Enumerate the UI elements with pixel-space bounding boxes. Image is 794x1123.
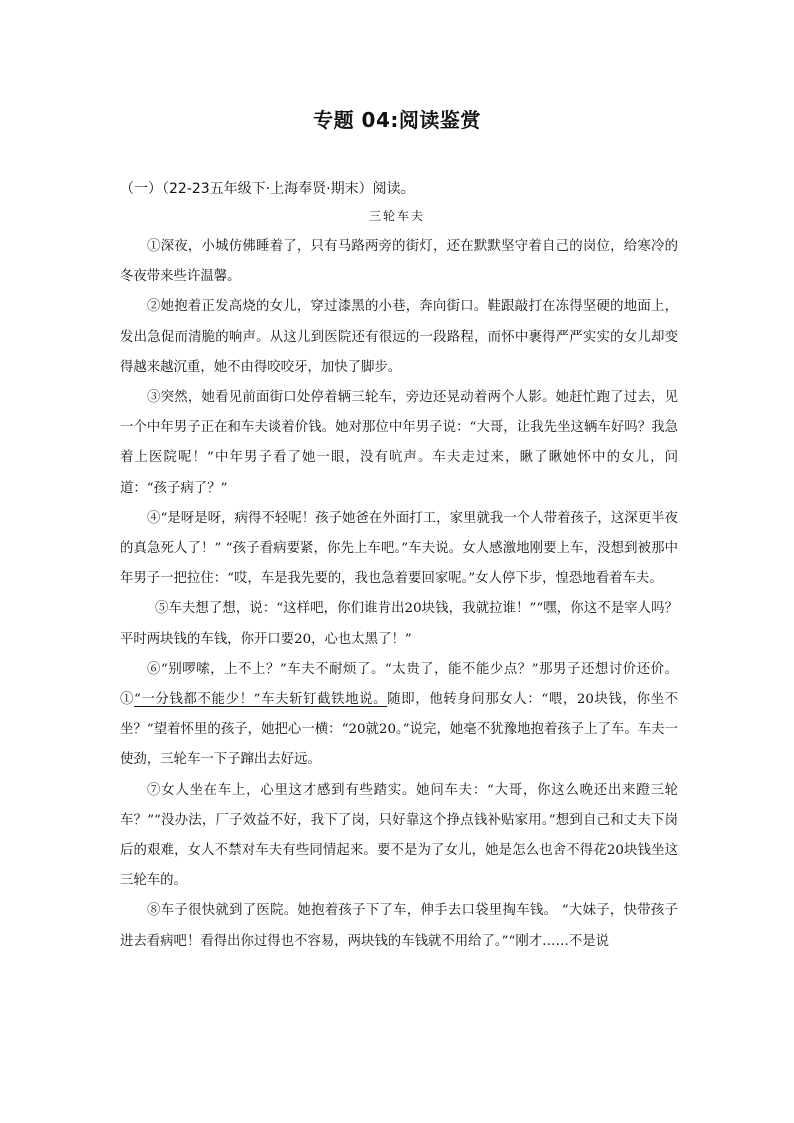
story-title: 三轮车夫: [368, 209, 425, 223]
paragraph-6-lead: ⑥“别啰嗦，上不上？”车夫不耐烦了。“太贵了，能不能少点？”那男子还想讨价还价。①: [120, 661, 678, 708]
paragraph-3: ③突然，她看见前面街口处停着辆三轮车，旁边还晃动着两个人影。她赶忙跑了过去，见一个中年男子正在和车夫谈着价钱。她对那位中年男子说：“大哥，让我先坐这辆车好吗？我急着上医院呢！”中年男子看了她一眼，没有吭声。车夫走过来，瞅了瞅她怀中的女儿，问道：“孩子病了？”: [120, 390, 678, 496]
underlined-sentence: “一分钱都不能少！”车夫斩钉截铁地说。: [134, 692, 388, 708]
paragraph-7: ⑦女人坐在车上，心里这才感到有些踏实。她问车夫：“大哥，你这么晚还出来蹬三轮车？”“没办法，厂子效益不好，我下了岗，只好靠这个挣点钱补贴家用。”想到自己和丈夫下岗后的艰难，女人不禁对车夫有些同情起来。要不是为了女儿，她是怎么也舍不得花20块钱坐这三轮车的。: [120, 782, 678, 889]
question-source: （一）（22-23五年级下·上海奉贤·期末）阅读。: [120, 181, 415, 197]
paragraph-2: ②她抱着正发高烧的女儿，穿过漆黑的小巷，奔向街口。鞋跟敲打在冻得坚硬的地面上，发出急促而清脆的响声。从这儿到医院还有很远的一段路程，而怀中裹得严严实实的女儿却变得越来越沉重，她不由得咬咬牙，加快了脚步。: [120, 299, 678, 375]
story-body: [120, 232, 678, 957]
paragraph-1: ①深夜，小城仿佛睡着了，只有马路两旁的街灯，还在默默坚守着自己的岗位，给寒冷的冬夜带来些许温馨。: [120, 239, 678, 285]
paragraph-4: ④“是呀是呀，病得不轻呢！孩子她爸在外面打工，家里就我一个人带着孩子，这深更半夜的真急死人了！” “孩子看病要紧，你先上车吧。”车夫说。女人感激地刚要上车，没想到被那中年男子一把拉住：“哎，车是我先要的，我也急着要回家呢。”女人停下步，惶恐地看着车夫。: [120, 510, 678, 587]
paragraph-5: ⑤车夫想了想，说：“这样吧，你们谁肯出20块钱，我就拉谁！”“嘿，你这不是宰人吗？平时两块钱的车钱，你开口要20，心也太黑了！”: [120, 601, 678, 647]
paragraph-8: ⑧车子很快就到了医院。她抱着孩子下了车，伸手去口袋里掏车钱。 “大妹子，快带孩子进去看病吧！看得出你过得也不容易，两块钱的车钱就不用给了。”“刚才……不是说: [120, 903, 678, 949]
page-title: 专题 04:阅读鉴赏: [313, 108, 481, 132]
paragraph-6: [120, 655, 678, 776]
paragraph-6-rest: 随即，他转身问那女人：“喂，20块钱，你坐不坐？”望着怀里的孩子，她把心一横：“20就20。”说完，她毫不犹豫地抱着孩子上了车。车夫一使劲，三轮车一下子蹿出去好远。: [120, 692, 678, 768]
